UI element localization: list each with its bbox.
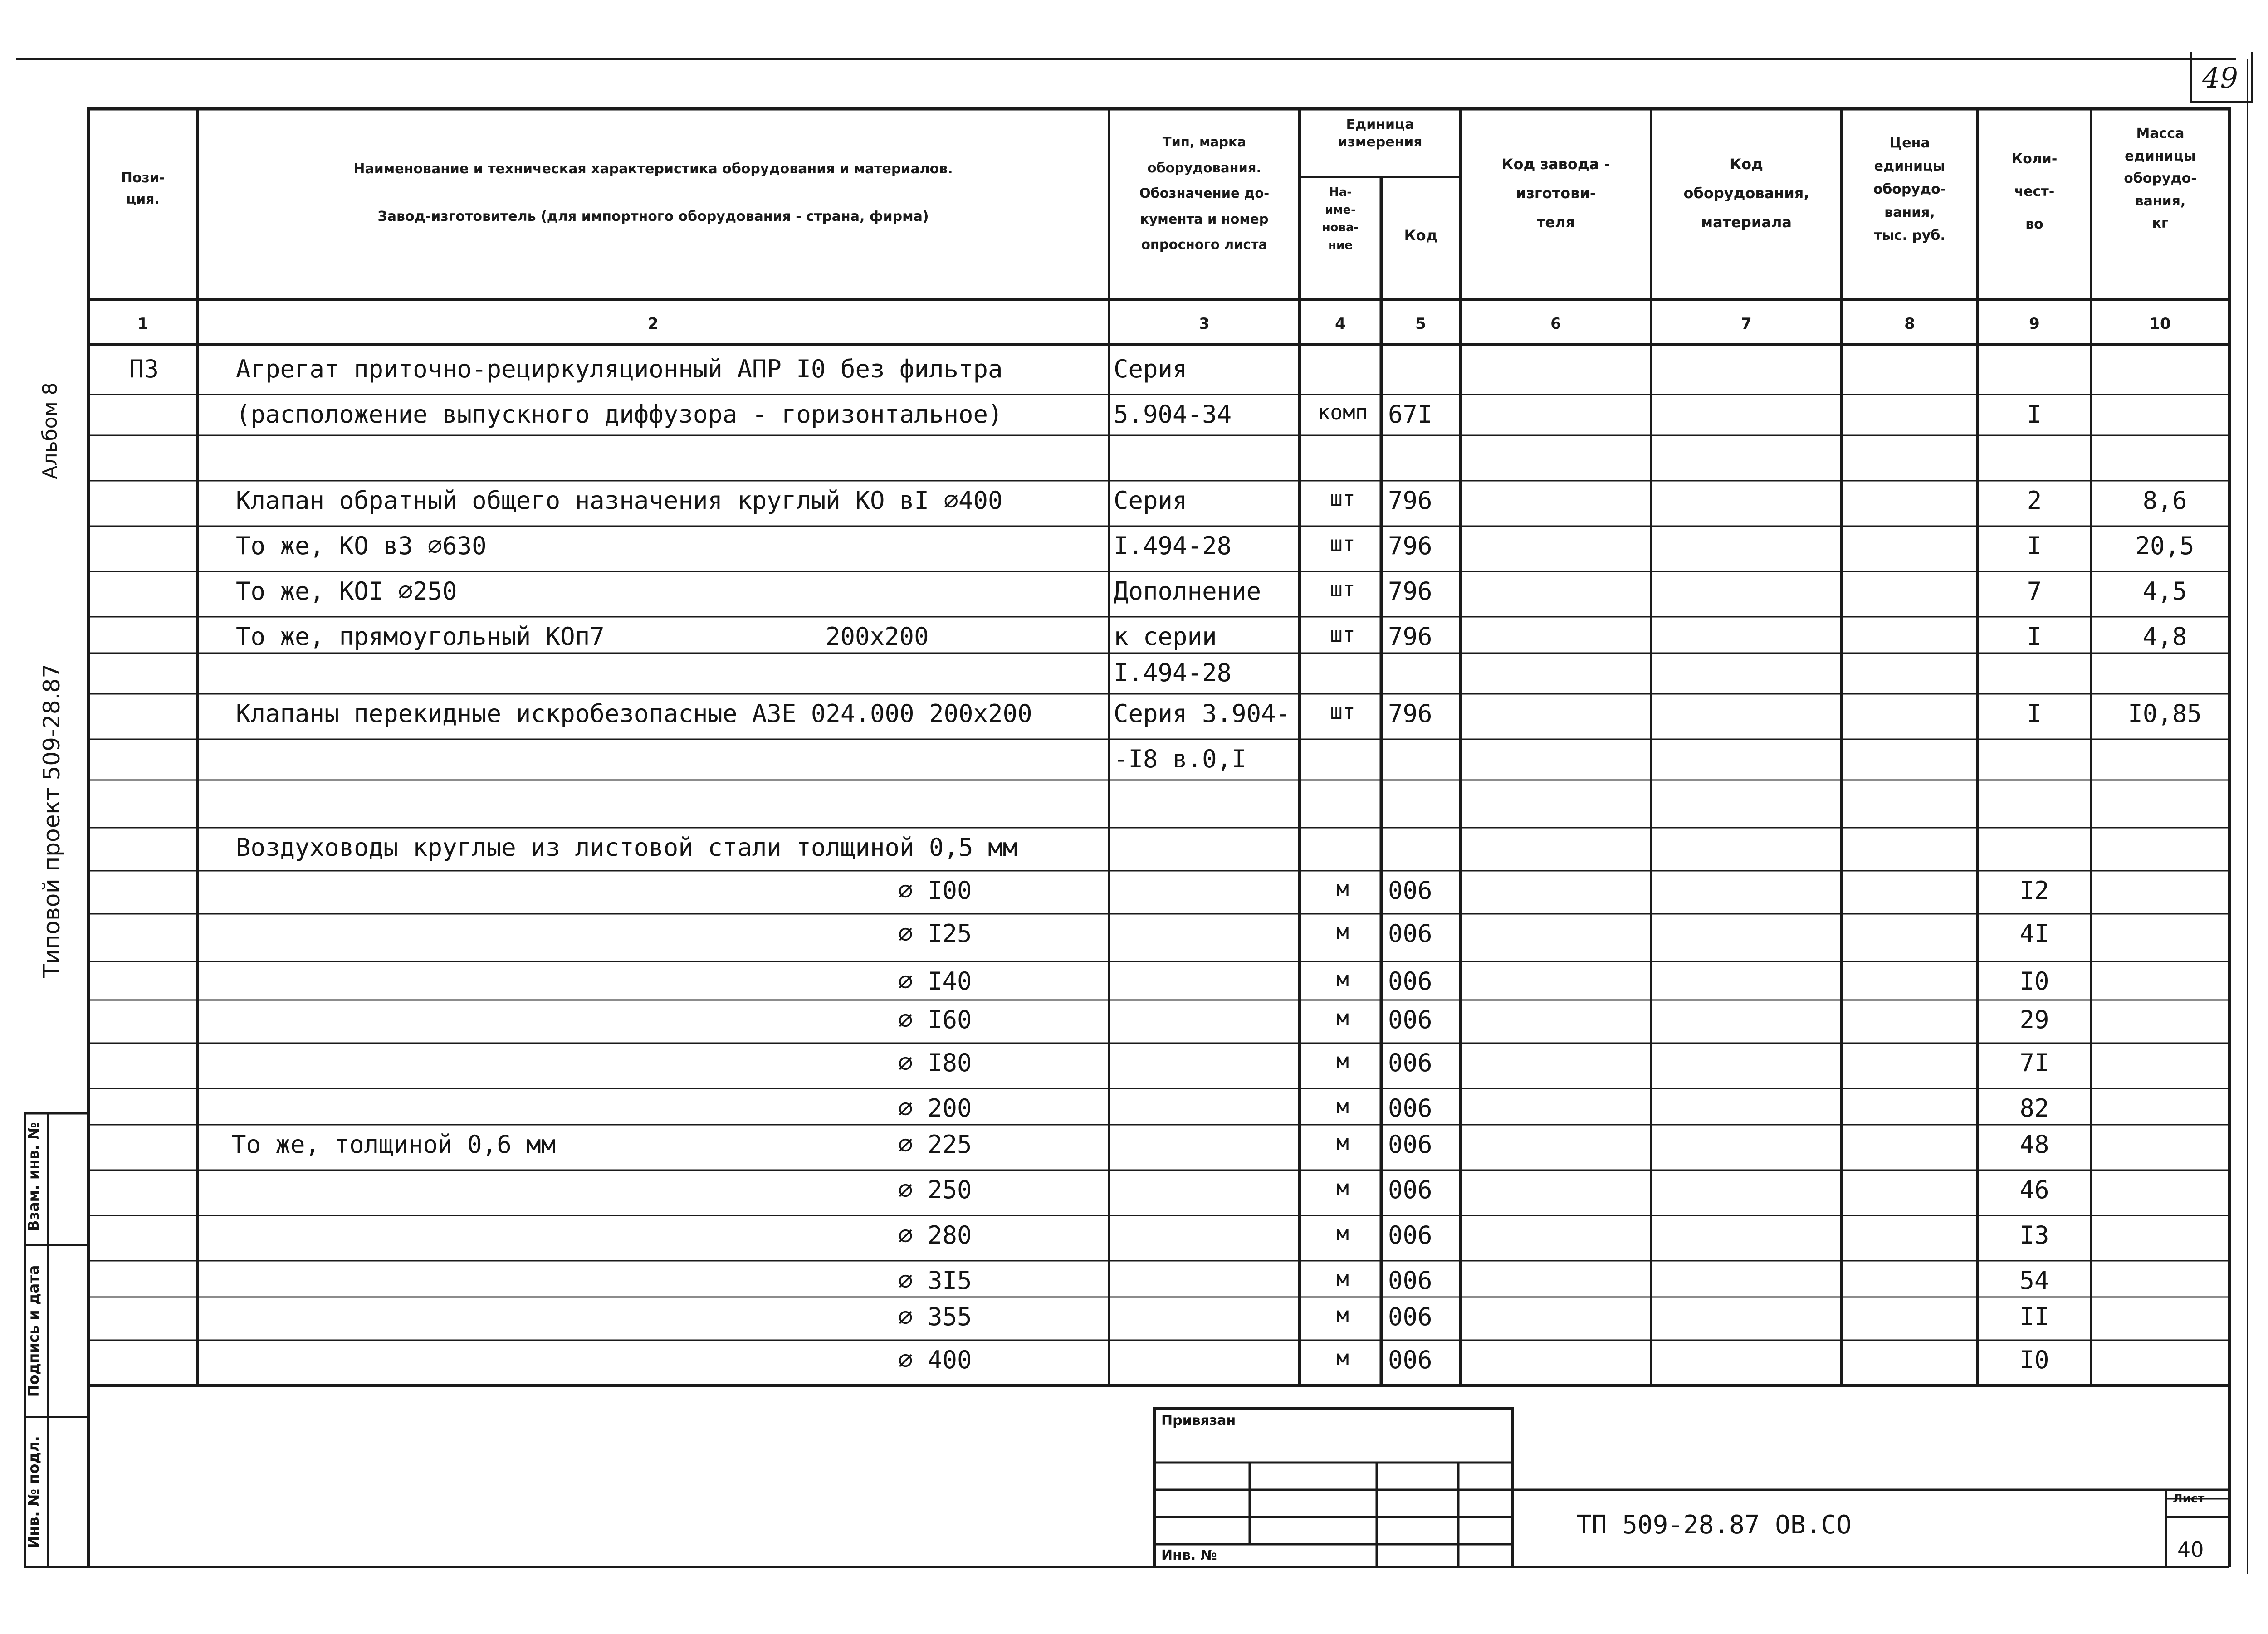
cell-type: -I8 в.0,I (1114, 745, 1246, 773)
cell-quantity: 7 (2027, 577, 2042, 605)
cell-type: I.494-28 (1114, 658, 1232, 687)
column-number: 3 (1199, 315, 1210, 333)
cell-unit: м (1336, 1176, 1349, 1200)
cell-unit-code: 006 (1388, 1176, 1432, 1204)
cell-quantity: I0 (2019, 967, 2049, 995)
cell-type: Серия 3.904- (1114, 699, 1291, 728)
album-label: Альбом 8 (39, 382, 62, 479)
project-label: Типовой проект 509-28.87 (39, 663, 65, 978)
cell-name: Клапаны перекидные искробезопасные АЗЕ 024.000 200х200 (236, 699, 1032, 728)
cell-quantity: 4I (2019, 919, 2049, 948)
cell-quantity: I0 (2019, 1346, 2049, 1374)
cell-unit: м (1336, 1346, 1349, 1370)
cell-quantity: I (2027, 622, 2042, 651)
cell-name-size: 200х200 (826, 622, 929, 651)
header-price: Цена единицы оборудо- вания, тыс. руб. (1873, 135, 1946, 244)
vzam-inv-label: Взам. инв. № (25, 1122, 42, 1231)
cell-name: То же, толщиной 0,6 мм (231, 1130, 556, 1159)
cell-unit: м (1336, 1049, 1349, 1073)
cell-type: Серия (1114, 486, 1188, 515)
cell-unit-code: 796 (1388, 486, 1432, 515)
cell-type: Дополнение (1114, 577, 1261, 605)
cell-unit: м (1336, 876, 1349, 901)
cell-unit: м (1336, 1221, 1349, 1245)
cell-unit-code: 006 (1388, 876, 1432, 905)
cell-unit: шт (1330, 577, 1355, 601)
cell-quantity: I2 (2019, 876, 2049, 905)
cell-diameter: ∅ I25 (898, 919, 972, 948)
cell-unit: м (1336, 967, 1349, 991)
header-unit-name: На- име- нова- ние (1322, 185, 1359, 252)
cell-mass: I0,85 (2128, 699, 2202, 728)
cell-unit: комп (1317, 400, 1368, 424)
cell-diameter: ∅ I80 (898, 1049, 972, 1077)
cell-position: ПЗ (129, 355, 159, 383)
cell-unit: шт (1330, 699, 1355, 724)
column-number: 10 (2149, 315, 2171, 333)
cell-type: к серии (1114, 622, 1217, 651)
page-number: 49 (2202, 61, 2238, 94)
inv-no-label: Инв. № (1161, 1547, 1217, 1563)
cell-diameter: ∅ 200 (898, 1094, 972, 1122)
cell-mass: 20,5 (2135, 532, 2195, 560)
cell-unit: м (1336, 1302, 1349, 1327)
cell-quantity: I (2027, 532, 2042, 560)
header-unit-code: Код (1404, 227, 1438, 244)
cell-unit-code: 006 (1388, 1094, 1432, 1122)
header-position: Пози- ция. (121, 170, 165, 207)
cell-unit: шт (1330, 532, 1355, 556)
cell-type: I.494-28 (1114, 532, 1232, 560)
cell-type: Серия (1114, 355, 1188, 383)
column-number: 1 (137, 315, 148, 333)
cell-unit-code: 006 (1388, 1266, 1432, 1295)
privyazan-label: Привязан (1161, 1413, 1236, 1429)
cell-unit-code: 006 (1388, 1049, 1432, 1077)
cell-unit: шт (1330, 622, 1355, 647)
cell-unit-code: 006 (1388, 1130, 1432, 1159)
podpis-data-label: Подпись и дата (25, 1265, 42, 1397)
cell-diameter: ∅ 355 (898, 1302, 972, 1331)
cell-unit-code: 796 (1388, 699, 1432, 728)
cell-unit-code: 796 (1388, 622, 1432, 651)
cell-unit-code: 796 (1388, 532, 1432, 560)
sheet-number: 40 (2177, 1537, 2204, 1562)
cell-mass: 4,5 (2142, 577, 2187, 605)
header-unit: Единица измерения (1338, 117, 1422, 150)
cell-unit-code: 006 (1388, 1221, 1432, 1249)
cell-mass: 4,8 (2142, 622, 2187, 651)
document-code: ТП 509-28.87 ОВ.СО (1576, 1510, 1852, 1540)
cell-quantity: 82 (2019, 1094, 2049, 1122)
cell-unit-code: 67I (1388, 400, 1432, 429)
cell-unit: м (1336, 1266, 1349, 1291)
cell-name: То же, КО в3 ∅630 (236, 532, 487, 560)
header-quantity: Коли- чест- во (2011, 151, 2058, 232)
cell-name: То же, КОI ∅250 (236, 577, 457, 605)
cell-diameter: ∅ 280 (898, 1221, 972, 1249)
cell-unit: м (1336, 919, 1349, 944)
cell-name: Воздуховоды круглые из листовой стали толщиной 0,5 мм (236, 833, 1018, 862)
cell-quantity: I (2027, 400, 2042, 429)
cell-quantity: 46 (2019, 1176, 2049, 1204)
cell-diameter: ∅ I60 (898, 1005, 972, 1034)
cell-diameter: ∅ I00 (898, 876, 972, 905)
cell-diameter: ∅ 3I5 (898, 1266, 972, 1295)
cell-name: Клапан обратный общего назначения круглый КО вI ∅400 (236, 486, 1003, 515)
cell-quantity: 29 (2019, 1005, 2049, 1034)
inv-podl-label: Инв. № подл. (25, 1436, 42, 1548)
cell-quantity: 2 (2027, 486, 2042, 515)
header-mass: Масса единицы оборудо- вания, кг (2124, 126, 2197, 231)
cell-diameter: ∅ I40 (898, 967, 972, 995)
cell-diameter: ∅ 400 (898, 1346, 972, 1374)
cell-quantity: 7I (2019, 1049, 2049, 1077)
column-number: 4 (1335, 315, 1346, 333)
cell-name: Агрегат приточно-рециркуляционный АПР I0 без фильтра (236, 355, 1003, 383)
cell-unit-code: 796 (1388, 577, 1432, 605)
cell-mass: 8,6 (2142, 486, 2187, 515)
cell-unit: шт (1330, 486, 1355, 511)
sheet-label: Лист (2173, 1492, 2205, 1506)
column-number: 5 (1415, 315, 1426, 333)
cell-unit-code: 006 (1388, 919, 1432, 948)
cell-name: То же, прямоугольный КОп7 (236, 622, 605, 651)
cell-unit: м (1336, 1005, 1349, 1030)
column-number: 7 (1741, 315, 1752, 333)
cell-quantity: 48 (2019, 1130, 2049, 1159)
column-number: 9 (2029, 315, 2040, 333)
column-number: 8 (1904, 315, 1915, 333)
cell-quantity: I3 (2019, 1221, 2049, 1249)
cell-unit-code: 006 (1388, 1005, 1432, 1034)
cell-quantity: II (2019, 1302, 2049, 1331)
header-type: Тип, марка оборудования. Обозначение до- кумента и номер опросного листа (1139, 134, 1270, 253)
cell-diameter: ∅ 250 (898, 1176, 972, 1204)
cell-quantity: 54 (2019, 1266, 2049, 1295)
cell-type: 5.904-34 (1114, 400, 1232, 429)
cell-unit-code: 006 (1388, 967, 1432, 995)
cell-unit: м (1336, 1094, 1349, 1118)
cell-unit-code: 006 (1388, 1346, 1432, 1374)
cell-unit: м (1336, 1130, 1349, 1155)
column-number: 2 (648, 315, 659, 333)
cell-quantity: I (2027, 699, 2042, 728)
cell-unit-code: 006 (1388, 1302, 1432, 1331)
header-name-line2: Завод-изготовитель (для импортного оборудования - страна, фирма) (377, 209, 929, 224)
cell-name: (расположение выпускного диффузора - горизонтальное) (236, 400, 1003, 429)
header-name-line1: Наименование и техническая характеристика оборудования и материалов. (353, 161, 953, 177)
cell-diameter: ∅ 225 (898, 1130, 972, 1159)
column-number: 6 (1550, 315, 1561, 333)
header-factory-code: Код завода - изготови- теля (1501, 156, 1610, 231)
header-equipment-code: Код оборудования, материала (1683, 156, 1809, 231)
